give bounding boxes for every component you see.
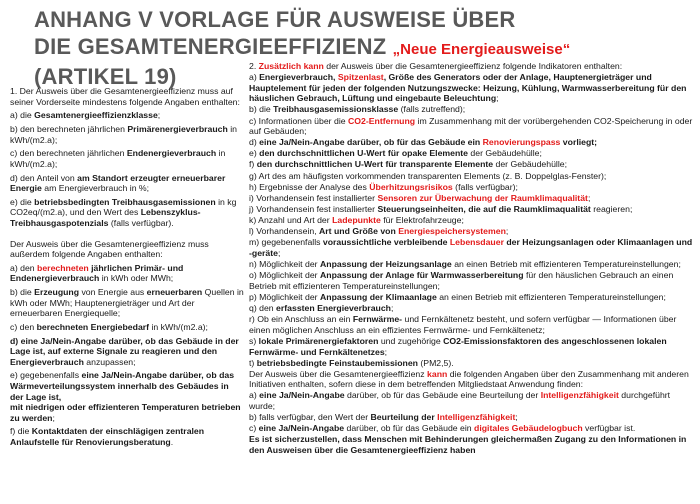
title-line-3: (ARTIKEL 19)	[34, 64, 177, 89]
right-item-o: o) Möglichkeit der Anpassung der Anlage für Warmwasserbereitung für den häuslichen Gebrauch an einen Betrieb mit effizienteren Temperatureinstellungen;	[249, 270, 674, 291]
right-item-e: e) den durchschnittlichen U-Wert für opake Elemente der Gebäudehülle;	[249, 148, 542, 159]
right-column	[249, 61, 695, 456]
left-item-b: b) den berechneten jährlichen Primärenergieverbrauch in kWh/(m2.a);	[10, 124, 237, 145]
title-subtitle: „Neue Energieausweise“	[392, 41, 571, 58]
right-item-t: t) betriebsbedingte Feinstaubemissionen (PM2,5).	[249, 357, 454, 368]
right-item-s: s) lokale Primärenergiefaktoren und zugehörige CO2-Emissionsfaktoren des angeschlossenen lokalen Fernwärme- und Fernkältenetzes;	[249, 335, 667, 357]
right-final: Es ist sicherzustellen, dass Menschen mit Behinderungen gleichermaßen Zugang zu den Informationen in den Ausweisen über die Gesamtenergieeffizienz haben	[249, 434, 687, 455]
right-item-q: q) den erfassten Energieverbrauch;	[249, 303, 394, 314]
left-item-b2: b) die Erzeugung von Energie aus erneuerbaren Quellen in kWh oder MWh; Hauptenergieträger und Art der erneuerbaren Energiequelle;	[10, 287, 244, 319]
left-item-a2: a) den berechneten jährlichen Primär- und Endenergieverbrauch in kWh oder MWh;	[10, 262, 184, 284]
right-item-ub: b) falls verfügbar, den Wert der Beurteilung der Intelligenzfähigkeit;	[249, 412, 518, 423]
right-item-l: l) Vorhandensein, Art und Größe von Energiespeichersystemen;	[249, 226, 509, 237]
right-item-n: n) Möglichkeit der Anpassung der Heizungsanlage an einen Betrieb mit effizienteren Temperatureinstellungen;	[249, 259, 681, 270]
right-item-h: h) Ergebnisse der Analyse des Überhitzungsrisikos (falls verfügbar);	[249, 181, 518, 192]
right-item-ua: a) eine Ja/Nein-Angabe darüber, ob für das Gebäude eine Beurteilung der Intelligenzfähigkeit durchgeführt wurde;	[249, 390, 671, 412]
right-item-r: r) Ob ein Anschluss an ein Fernwärme- und Fernkältenetz besteht, und sofern verfügbar — Informationen über einen möglichen Anschluss an ein effizientes Fernwärme- und Fernkältenetz;	[249, 314, 677, 335]
right-item-d: d) eine Ja/Nein-Angabe darüber, ob für das Gebäude ein Renovierungspass vorliegt;	[249, 137, 598, 148]
right-item-j: j) Vorhandensein fest installierter Steuerungseinheiten, die auf die Raumklimaqualität reagieren;	[249, 204, 633, 215]
title-line-2: DIE GESAMTENERGIEEFFIZIENZ	[34, 34, 387, 59]
left-item-c: c) den berechneten jährlichen Endenergieverbrauch in kWh/(m2.a);	[10, 148, 226, 169]
left-item-d: d) den Anteil von am Standort erzeugter erneuerbarer Energie am Energieverbrauch in %;	[10, 172, 226, 194]
right-item-m: m) gegebenenfalls voraussichtliche verbleibende Lebensdauer der Heizungsanlagen oder Klimaanlagen und -geräte;	[249, 237, 693, 259]
right-item-k: k) Anzahl und Art der Ladepunkte für Elektrofahrzeuge;	[249, 215, 464, 226]
right-item-f: f) den durchschnittlichen U-Wert für transparente Elemente der Gebäudehülle;	[249, 159, 568, 170]
right-item-a: a) Energieverbrauch, Spitzenlast, Größe des Generators oder der Anlage, Hauptenergieträger und Hauptelement für jeden der folgenden Nutzungszwecke: Heizung, Kühlung, Warmwasserbereitung für den häuslichen Gebrauch, Lüftung und eingebaute Beleuchtung;	[249, 72, 687, 104]
left-intro-2: Der Ausweis über die Gesamtenergieeffizienz muss außerdem folgende Angaben enthalten:	[10, 238, 209, 260]
left-item-d2: d) eine Ja/Nein-Angabe darüber, ob das Gebäude in der Lage ist, auf externe Signale zu reagieren und den Energieverbrauch anzupassen;	[10, 335, 239, 367]
right-item-i: i) Vorhandensein fest installierter Sensoren zur Überwachung der Raumklimaqualität;	[249, 192, 591, 203]
left-item-e2: e) gegebenenfalls eine Ja/Nein-Angabe darüber, ob das Wärmeverteilungssystem innerhalb des Gebäudes in der Lage ist, mit niedrigen oder effizienteren Temperaturen betrieben zu werden;	[10, 370, 241, 423]
right-intro: 2. Zusätzlich kann der Ausweis über die Gesamtenergieeffizienz folgende Indikatoren enthalten:	[249, 61, 623, 71]
left-item-e: e) die betriebsbedingten Treibhausgasemissionen in kg CO2eq/(m2.a), und den Wert des Lebenszyklus-Treibhausgaspotenzials (falls verfügbar).	[10, 196, 237, 228]
left-column	[10, 86, 244, 451]
title-line-1: ANHANG V VORLAGE FÜR AUSWEISE ÜBER	[34, 7, 516, 32]
right-intro-2: Der Ausweis über die Gesamtenergieeffizienz kann die folgenden Angaben über den Zusammenhang mit anderen Initiativen enthalten, sofern diese in dem betreffenden Mitgliedstaat Anwendung finden:	[249, 368, 689, 390]
left-item-c2: c) den berechneten Energiebedarf in kWh/(m2.a);	[10, 321, 208, 332]
right-item-c: c) Informationen über die CO2-Entfernung im Zusammenhang mit der vorübergehenden CO2-Speicherung in oder auf Gebäuden;	[249, 115, 693, 137]
right-item-g: g) Art des am häufigsten vorkommenden transparenten Elements (z. B. Doppelglas-Fenster);	[249, 170, 607, 181]
left-item-f2: f) die Kontaktdaten der einschlägigen zentralen Anlaufstelle für Renovierungsberatung.	[10, 426, 205, 447]
right-item-b: b) die Treibhausgasemissionsklasse (falls zutreffend);	[249, 104, 466, 115]
left-item-a: a) die Gesamtenergieeffizienzklasse;	[10, 110, 161, 121]
left-intro: 1. Der Ausweis über die Gesamtenergieeffizienz muss auf seiner Vorderseite mindestens folgende Angaben enthalten:	[10, 86, 240, 107]
right-item-uc: c) eine Ja/Nein-Angabe darüber, ob für das Gebäude ein digitales Gebäudelogbuch verfügbar ist.	[249, 423, 636, 434]
right-item-p: p) Möglichkeit der Anpassung der Klimaanlage an einen Betrieb mit effizienteren Temperatureinstellungen;	[249, 291, 666, 302]
